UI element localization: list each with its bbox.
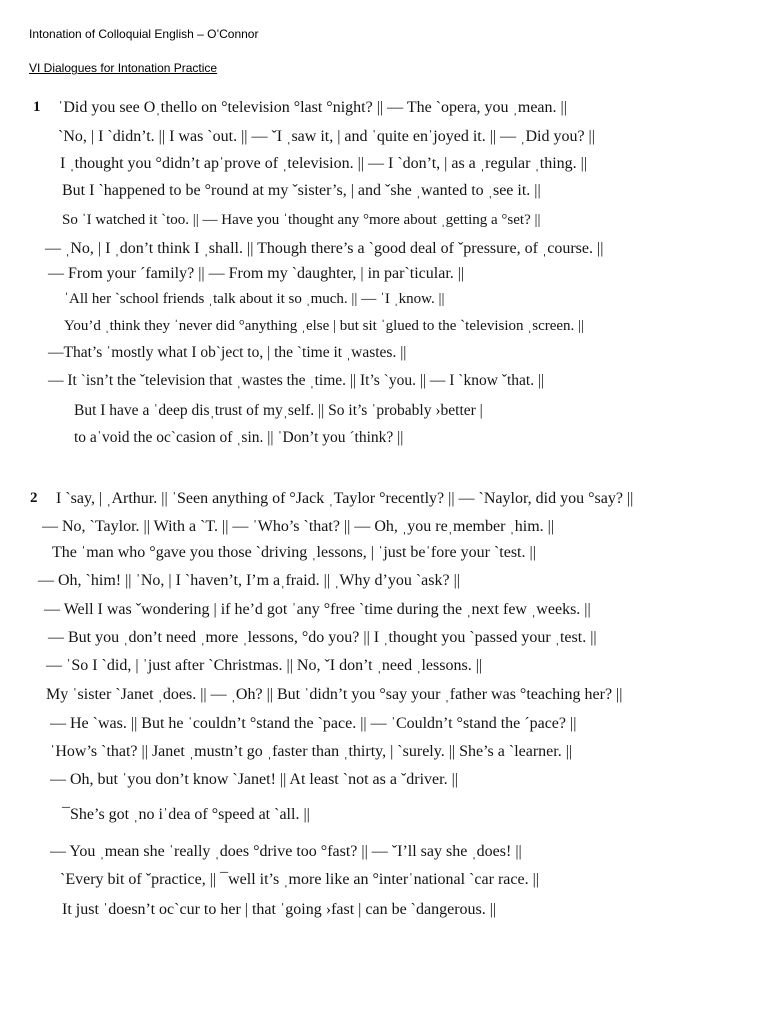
dialogue-line: But I have a ˈdeep disˌtrust of myˌself. || So it’s ˈprobably ›better | (74, 402, 483, 419)
dialogue-line: The ˈman who °gave you those ˋdriving ˌlessons, | ˈjust beˈfore your ˋtest. || (52, 544, 536, 561)
dialogue-line: So ˈI watched it ˋtoo. || — Have you ˈthought any °more about ˌgetting a °set? || (62, 212, 541, 228)
dialogue-line: You’d ˌthink they ˈnever did °anything ˌelse | but sit ˈglued to the ˋtelevision ˌscreen. || (64, 318, 585, 334)
dialogue-line: ˈDid you see Oˌthello on °television °last °night? || — The ˋopera, you ˌmean. || (58, 99, 567, 116)
dialogue-line: — From your ˊfamily? || — From my ˋdaughter, | in parˋticular. || (48, 265, 465, 282)
dialogue-number: 2 (30, 490, 38, 506)
dialogue-line: ˋNo, | I ˋdidn’t. || I was ˋout. || — ˇI ˌsaw it, | and ˈquite enˈjoyed it. || — ˌDid you? || (58, 128, 595, 145)
dialogue-line: — He ˋwas. || But he ˈcouldn’t °stand the ˋpace. || — ˈCouldn’t °stand the ˊpace? || (50, 715, 577, 732)
dialogue-line: ˈHow’s ˋthat? || Janet ˌmustn’t go ˌfaster than ˌthirty, | ˋsurely. || She’s a ˋlearner. || (50, 743, 573, 760)
dialogue-number: 1 (33, 99, 41, 115)
dialogue-line: — Oh, but ˈyou don’t know ˋJanet! || At least ˋnot as a ˇdriver. || (50, 771, 458, 788)
dialogue-line: It just ˈdoesn’t ocˋcur to her | that ˈgoing ›fast | can be ˋdangerous. || (62, 901, 497, 918)
dialogue-line: ˈAll her ˋschool friends ˌtalk about it so ˌmuch. || — ˈI ˌknow. || (64, 291, 445, 307)
dialogue-line: — Oh, ˋhim! || ˈNo, | I ˋhaven’t, I’m aˌfraid. || ˌWhy d’you ˋask? || (38, 572, 460, 589)
dialogue-line: — You ˌmean she ˈreally ˌdoes °drive too °fast? || — ˇI’ll say she ˌdoes! || (50, 843, 522, 860)
dialogue-line: — It ˋisn’t the ˇtelevision that ˌwastes the ˌtime. || It’s ˋyou. || — I ˋknow ˇthat. || (48, 372, 545, 389)
dialogue-line: — No, ˋTaylor. || With a ˋT. || — ˈWho’s ˋthat? || — Oh, ˌyou reˌmember ˌhim. || (42, 518, 555, 535)
dialogue-line: I ˌthought you °didn’t apˈprove of ˌtelevision. || — I ˋdon’t, | as a ˌregular ˌthing. || (60, 155, 588, 172)
dialogue-line: — ˌNo, | I ˌdon’t think I ˌshall. || Though there’s a ˋgood deal of ˇpressure, of ˌcourse. || (45, 240, 604, 257)
dialogue-line: I ˋsay, | ˌArthur. || ˈSeen anything of °Jack ˌTaylor °recently? || — ˋNaylor, did you °say? || (56, 490, 634, 507)
dialogue-line: to aˈvoid the ocˋcasion of ˌsin. || ˈDon’t you ˊthink? || (74, 429, 404, 446)
dialogue-line: My ˈsister ˋJanet ˌdoes. || — ˌOh? || But ˈdidn’t you °say your ˌfather was °teaching her? || (46, 686, 623, 703)
dialogue-line: — Well I was ˇwondering | if he’d got ˈany °free ˋtime during the ˌnext few ˌweeks. || (44, 601, 591, 618)
dialogue-line: ¯She’s got ˌno iˈdea of °speed at ˋall. || (62, 806, 310, 823)
dialogue-line: But I ˋhappened to be °round at my ˇsister’s, | and ˇshe ˌwanted to ˌsee it. || (62, 182, 541, 199)
dialogue-line: ˋEvery bit of ˇpractice, || ¯well it’s ˌmore like an °interˈnational ˋcar race. || (60, 871, 539, 888)
section-title: VI Dialogues for Intonation Practice (29, 61, 218, 75)
document-title: Intonation of Colloquial English – O’Connor (29, 27, 259, 41)
dialogue-line: — But you ˌdon’t need ˌmore ˌlessons, °do you? || I ˌthought you ˋpassed your ˌtest. || (48, 629, 597, 646)
dialogue-line: —That’s ˈmostly what I obˋject to, | the ˋtime it ˌwastes. || (48, 344, 407, 361)
dialogue-line: — ˈSo I ˋdid, | ˈjust after ˋChristmas. || No, ˇI don’t ˌneed ˌlessons. || (46, 657, 483, 674)
